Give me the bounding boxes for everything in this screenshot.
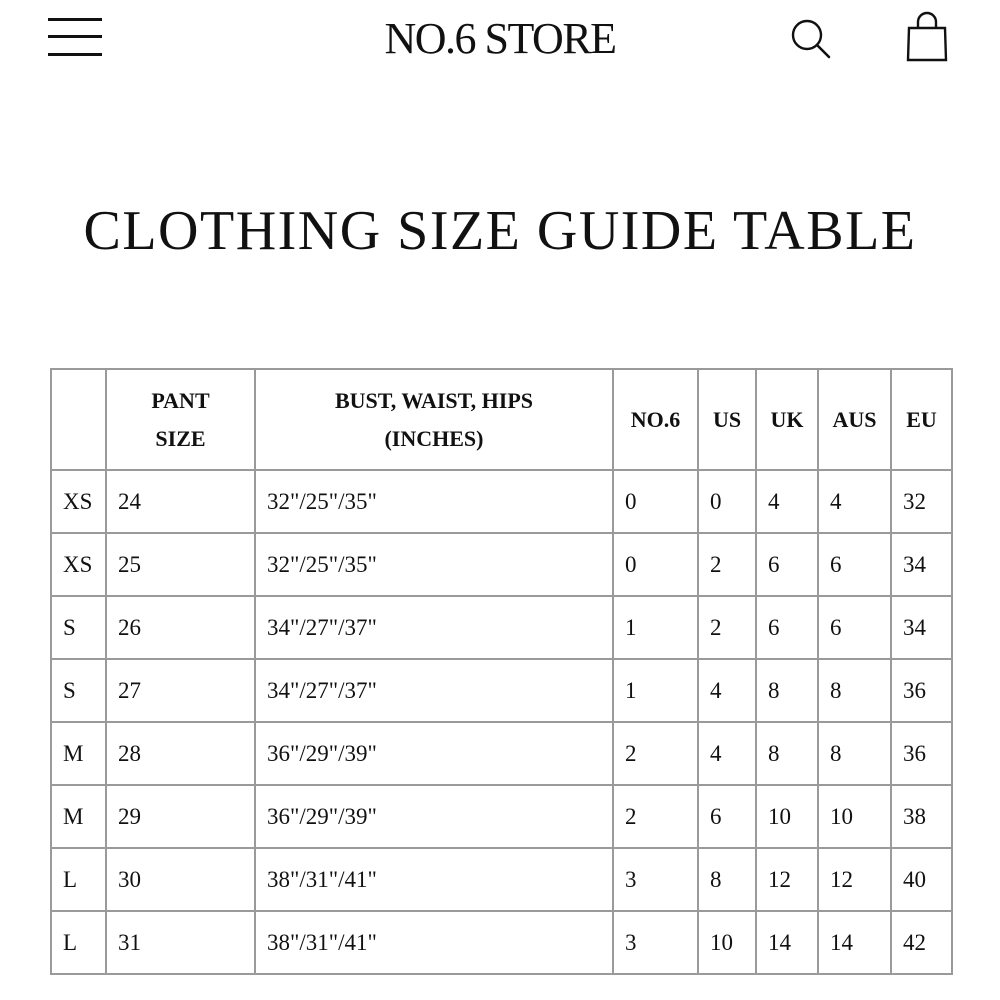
cell-bust-waist-hips: 38"/31"/41" [255, 848, 613, 911]
cell-uk: 6 [756, 596, 818, 659]
cell-no6: 2 [613, 722, 698, 785]
cell-size: M [51, 722, 106, 785]
table-row [51, 722, 952, 785]
cell-bust-waist-hips: 32"/25"/35" [255, 470, 613, 533]
table-row [51, 785, 952, 848]
cell-size: XS [51, 533, 106, 596]
cell-size: S [51, 659, 106, 722]
header-aus: AUS [818, 369, 891, 470]
cell-size: L [51, 911, 106, 974]
cell-pant: 30 [106, 848, 255, 911]
cell-aus: 14 [818, 911, 891, 974]
shopping-bag-icon[interactable] [904, 10, 950, 64]
cell-no6: 1 [613, 596, 698, 659]
header-pant-line1: PANT [151, 387, 210, 413]
cell-no6: 0 [613, 533, 698, 596]
cell-uk: 14 [756, 911, 818, 974]
cell-no6: 1 [613, 659, 698, 722]
header-us: US [698, 369, 756, 470]
header-size [51, 369, 106, 470]
cell-pant: 25 [106, 533, 255, 596]
table-header-row [51, 369, 952, 470]
cell-pant: 29 [106, 785, 255, 848]
header-pant-line2: SIZE [155, 425, 206, 451]
cell-size: S [51, 596, 106, 659]
cell-bust-waist-hips: 34"/27"/37" [255, 659, 613, 722]
cell-size: L [51, 848, 106, 911]
header-bwh-line1: BUST, WAIST, HIPS [334, 387, 534, 413]
search-icon[interactable] [788, 16, 834, 62]
table-row [51, 911, 952, 974]
cell-bust-waist-hips: 36"/29"/39" [255, 785, 613, 848]
table-row [51, 470, 952, 533]
cell-us: 2 [698, 533, 756, 596]
cell-pant: 24 [106, 470, 255, 533]
cell-us: 6 [698, 785, 756, 848]
cell-bust-waist-hips: 38"/31"/41" [255, 911, 613, 974]
cell-aus: 4 [818, 470, 891, 533]
cell-aus: 8 [818, 722, 891, 785]
site-header [0, 0, 1000, 80]
cell-aus: 12 [818, 848, 891, 911]
brand-logo[interactable]: NO.6 STORE [384, 14, 616, 63]
cell-size: M [51, 785, 106, 848]
cell-eu: 38 [891, 785, 952, 848]
page-title: CLOTHING SIZE GUIDE TABLE [83, 200, 917, 262]
cell-eu: 40 [891, 848, 952, 911]
cell-us: 10 [698, 911, 756, 974]
size-guide-table [50, 368, 953, 975]
cell-eu: 36 [891, 659, 952, 722]
table-row [51, 596, 952, 659]
cell-aus: 6 [818, 596, 891, 659]
header-no6: NO.6 [613, 369, 698, 470]
cell-us: 4 [698, 659, 756, 722]
cell-pant: 27 [106, 659, 255, 722]
cell-aus: 10 [818, 785, 891, 848]
cell-uk: 6 [756, 533, 818, 596]
cell-eu: 42 [891, 911, 952, 974]
cell-us: 4 [698, 722, 756, 785]
header-bwh-line2: (INCHES) [384, 425, 484, 451]
cell-uk: 10 [756, 785, 818, 848]
cell-pant: 26 [106, 596, 255, 659]
cell-no6: 0 [613, 470, 698, 533]
cell-aus: 8 [818, 659, 891, 722]
cell-bust-waist-hips: 36"/29"/39" [255, 722, 613, 785]
header-eu: EU [891, 369, 952, 470]
cell-us: 2 [698, 596, 756, 659]
header-pant-size [106, 369, 255, 470]
cell-eu: 34 [891, 533, 952, 596]
cell-aus: 6 [818, 533, 891, 596]
header-uk: UK [756, 369, 818, 470]
header-bust-waist-hips [255, 369, 613, 470]
cell-no6: 3 [613, 911, 698, 974]
cell-uk: 4 [756, 470, 818, 533]
cell-us: 8 [698, 848, 756, 911]
cell-pant: 31 [106, 911, 255, 974]
cell-uk: 8 [756, 659, 818, 722]
cell-bust-waist-hips: 32"/25"/35" [255, 533, 613, 596]
cell-size: XS [51, 470, 106, 533]
cell-eu: 32 [891, 470, 952, 533]
cell-uk: 12 [756, 848, 818, 911]
table-row [51, 848, 952, 911]
cell-uk: 8 [756, 722, 818, 785]
table-row [51, 533, 952, 596]
cell-eu: 36 [891, 722, 952, 785]
table-row [51, 659, 952, 722]
cell-no6: 3 [613, 848, 698, 911]
cell-no6: 2 [613, 785, 698, 848]
cell-us: 0 [698, 470, 756, 533]
cell-bust-waist-hips: 34"/27"/37" [255, 596, 613, 659]
cell-pant: 28 [106, 722, 255, 785]
cell-eu: 34 [891, 596, 952, 659]
